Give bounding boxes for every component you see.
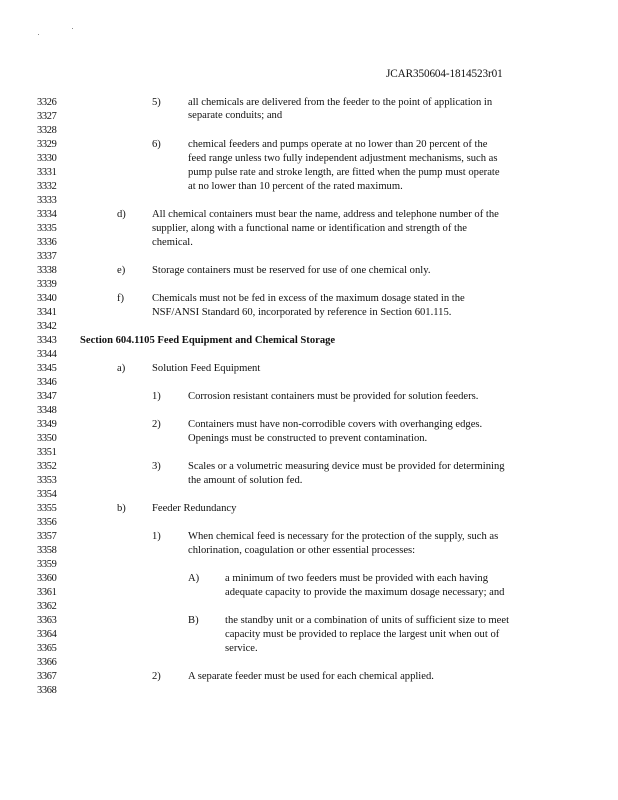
line-number: 3331 xyxy=(37,167,57,178)
item-b2-line-1: A separate feeder must be used for each chemical applied. xyxy=(188,671,434,682)
item-b1-line-1: When chemical feed is necessary for the protection of the supply, such as xyxy=(188,531,499,542)
item-marker: a) xyxy=(117,363,126,374)
item-marker: d) xyxy=(117,209,126,220)
item-marker: f) xyxy=(117,293,125,304)
item-marker: b) xyxy=(117,503,126,514)
item-marker: A) xyxy=(188,573,200,584)
line-number: 3339 xyxy=(37,279,57,290)
line-number: 3348 xyxy=(37,405,57,416)
item-marker: 3) xyxy=(152,461,161,472)
line-number: 3356 xyxy=(37,517,57,528)
line-number: 3344 xyxy=(37,349,57,360)
scan-speck xyxy=(38,34,39,35)
line-number: 3329 xyxy=(37,139,57,150)
line-number: 3351 xyxy=(37,447,57,458)
line-number: 3338 xyxy=(37,265,57,276)
item-a2-line-1: Containers must have non-corrodible covers with overhanging edges. xyxy=(188,419,483,430)
item-bA-line-2: adequate capacity to provide the maximum dosage necessary; and xyxy=(225,587,505,598)
item-a3-line-1: Scales or a volumetric measuring device must be provided for determining xyxy=(188,461,505,472)
item-a1-line-1: Corrosion resistant containers must be provided for solution feeders. xyxy=(188,391,479,402)
item-marker: 1) xyxy=(152,391,161,402)
item-bA-line-1: a minimum of two feeders must be provided with each having xyxy=(225,573,489,584)
item-f-line-2: NSF/ANSI Standard 60, incorporated by reference in Section 601.115. xyxy=(152,307,452,318)
line-number: 3336 xyxy=(37,237,57,248)
item-marker: 1) xyxy=(152,531,161,542)
item-bB-line-3: service. xyxy=(225,643,258,654)
line-number: 3367 xyxy=(37,671,57,682)
line-number: 3365 xyxy=(37,643,57,654)
line-number: 3343 xyxy=(37,335,57,346)
line-number: 3366 xyxy=(37,657,57,668)
line-number: 3360 xyxy=(37,573,57,584)
scan-speck xyxy=(72,28,73,29)
item-marker: e) xyxy=(117,265,126,276)
item-d-line-3: chemical. xyxy=(152,237,193,248)
line-number: 3349 xyxy=(37,419,57,430)
item-5-line-1: all chemicals are delivered from the feeder to the point of application in xyxy=(188,97,493,108)
line-number: 3350 xyxy=(37,433,57,444)
line-number: 3341 xyxy=(37,307,57,318)
item-6-line-4: at no lower than 10 percent of the rated maximum. xyxy=(188,181,403,192)
item-marker: 6) xyxy=(152,139,161,150)
line-number: 3328 xyxy=(37,125,57,136)
item-5-line-2: separate conduits; and xyxy=(188,110,283,121)
line-number: 3330 xyxy=(37,153,57,164)
line-number: 3346 xyxy=(37,377,57,388)
line-number: 3354 xyxy=(37,489,57,500)
line-number: 3359 xyxy=(37,559,57,570)
item-6-line-1: chemical feeders and pumps operate at no lower than 20 percent of the xyxy=(188,139,488,150)
line-number: 3327 xyxy=(37,111,57,122)
line-number: 3358 xyxy=(37,545,57,556)
line-number: 3355 xyxy=(37,503,57,514)
item-b1-line-2: chlorination, coagulation or other essential processes: xyxy=(188,545,416,556)
line-number: 3342 xyxy=(37,321,57,332)
line-number: 3352 xyxy=(37,461,57,472)
line-number: 3368 xyxy=(37,685,57,696)
line-number: 3357 xyxy=(37,531,57,542)
subsection-title: Feeder Redundancy xyxy=(152,503,237,514)
line-number: 3364 xyxy=(37,629,57,640)
item-bB-line-1: the standby unit or a combination of units of sufficient size to meet xyxy=(225,615,510,626)
document-id: JCAR350604-1814523r01 xyxy=(386,68,503,80)
item-6-line-3: pump pulse rate and stroke length, are fitted when the pump must operate xyxy=(188,167,500,178)
item-f-line-1: Chemicals must not be fed in excess of the maximum dosage stated in the xyxy=(152,293,465,304)
line-number: 3326 xyxy=(37,97,57,108)
item-marker: B) xyxy=(188,615,199,626)
line-number: 3361 xyxy=(37,587,57,598)
item-e-line-1: Storage containers must be reserved for use of one chemical only. xyxy=(152,265,431,276)
line-number: 3363 xyxy=(37,615,57,626)
line-number: 3353 xyxy=(37,475,57,486)
subsection-title: Solution Feed Equipment xyxy=(152,363,261,374)
item-d-line-1: All chemical containers must bear the name, address and telephone number of the xyxy=(152,209,499,220)
line-number: 3345 xyxy=(37,363,57,374)
line-number: 3334 xyxy=(37,209,57,220)
item-marker: 5) xyxy=(152,97,161,108)
line-number: 3347 xyxy=(37,391,57,402)
line-number: 3362 xyxy=(37,601,57,612)
item-a2-line-2: Openings must be constructed to prevent contamination. xyxy=(188,433,428,444)
line-number: 3332 xyxy=(37,181,57,192)
item-a3-line-2: the amount of solution fed. xyxy=(188,475,303,486)
line-number: 3337 xyxy=(37,251,57,262)
line-number: 3333 xyxy=(37,195,57,206)
line-number: 3340 xyxy=(37,293,57,304)
item-marker: 2) xyxy=(152,671,161,682)
item-d-line-2: supplier, along with a functional name or identification and strength of the xyxy=(152,223,467,234)
item-bB-line-2: capacity must be provided to replace the largest unit when out of xyxy=(225,629,500,640)
section-heading: Section 604.1105 Feed Equipment and Chemical Storage xyxy=(80,335,336,346)
item-marker: 2) xyxy=(152,419,161,430)
line-number: 3335 xyxy=(37,223,57,234)
item-6-line-2: feed range unless two fully independent adjustment mechanisms, such as xyxy=(188,153,498,164)
